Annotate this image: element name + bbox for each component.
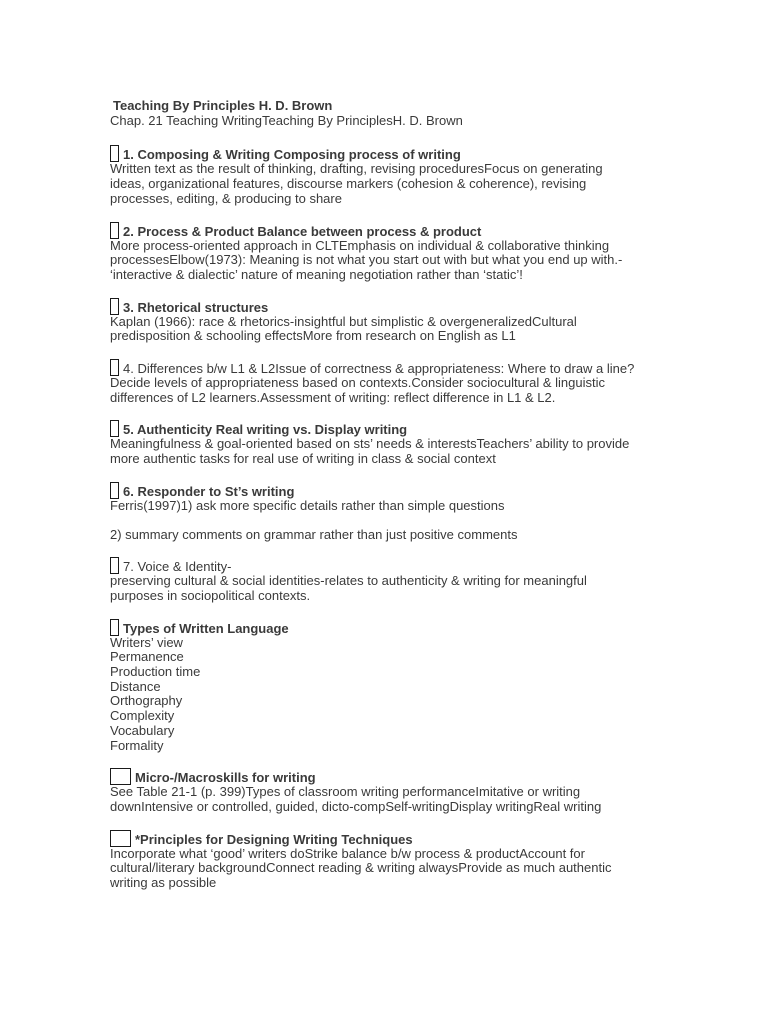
document-subtitle: Chap. 21 Teaching WritingTeaching By PrinciplesH. D. Brown (110, 112, 463, 128)
section-heading (110, 297, 670, 315)
body-line: downIntensive or controlled, guided, dicto-compSelf-writingDisplay writingReal writing (110, 798, 602, 814)
section-body (110, 499, 670, 514)
body-line: predisposition & schooling effectsMore from research on English as L1 (110, 328, 516, 344)
body-line: Incorporate what ‘good’ writers doStrike balance b/w process & productAccount for (110, 845, 585, 861)
body-line: processes, editing, & producing to share (110, 190, 342, 206)
section-heading-text: 7. Voice & Identity- (123, 559, 232, 575)
body-line: Decide levels of appropriateness based on contexts.Consider sociocultural & linguistic (110, 375, 605, 391)
checkbox-icon (110, 298, 119, 315)
body-line: Kaplan (1966): race & rhetorics-insightful but simplistic & overgeneralizedCultural (110, 313, 577, 329)
checkbox-icon (110, 420, 119, 437)
body-line: Formality (110, 737, 164, 753)
extra-paragraph: 2) summary comments on grammar rather than just positive comments (110, 526, 518, 542)
checkbox-icon (110, 830, 131, 847)
section-heading-text: Types of Written Language (123, 620, 289, 636)
section-heading-text: *Principles for Designing Writing Techniques (135, 831, 413, 847)
body-line: more authentic tasks for real use of writing in class & social context (110, 451, 496, 467)
document-title: Teaching By Principles H. D. Brown (113, 98, 333, 113)
body-line: Complexity (110, 708, 175, 724)
body-line: preserving cultural & social identities-relates to authenticity & writing for meaningful (110, 573, 587, 589)
section-heading-text: 3. Rhetorical structures (123, 299, 269, 315)
section (110, 556, 670, 603)
checkbox-icon (110, 768, 131, 785)
body-line: Vocabulary (110, 722, 175, 738)
checkbox-icon (110, 482, 119, 499)
body-line: ideas, organizational features, discourse markers (cohesion & coherence), revising (110, 176, 587, 192)
section-heading (110, 358, 670, 376)
section-body (110, 847, 670, 891)
section-heading (110, 767, 670, 785)
section-heading-text: Micro-/Macroskills for writing (135, 770, 316, 786)
section (110, 358, 670, 405)
body-line: Orthography (110, 693, 183, 709)
section (110, 618, 670, 754)
section (110, 419, 670, 466)
section (110, 221, 670, 283)
section-heading-text: 5. Authenticity Real writing vs. Display writing (123, 422, 408, 438)
section-heading-text: 6. Responder to St’s writing (123, 483, 295, 499)
section-heading-text: 1. Composing & Writing Composing process of writing (123, 147, 461, 163)
body-line: Written text as the result of thinking, drafting, revising proceduresFocus on generating (110, 161, 603, 177)
section (110, 144, 670, 206)
checkbox-icon (110, 557, 119, 574)
body-line: cultural/literary backgroundConnect reading & writing alwaysProvide as much authentic (110, 860, 612, 876)
section (110, 767, 670, 814)
section-heading (110, 618, 670, 636)
section-body (110, 376, 670, 405)
checkbox-icon (110, 222, 119, 239)
section-heading (110, 481, 670, 499)
section-heading-text: 2. Process & Product Balance between process & product (123, 223, 482, 239)
body-line: More process-oriented approach in CLTEmphasis on individual & collaborative thinking (110, 237, 610, 253)
body-line: differences of L2 learners.Assessment of writing: reflect difference in L1 & L2. (110, 389, 556, 405)
section-heading (110, 221, 670, 239)
section-body (110, 785, 670, 814)
body-line: ‘interactive & dialectic’ nature of meaning negotiation rather than ‘static’! (110, 266, 523, 282)
section-heading (110, 829, 670, 847)
checkbox-icon (110, 619, 119, 636)
body-line: Ferris(1997)1) ask more specific details rather than simple questions (110, 497, 505, 513)
section (110, 297, 670, 344)
section-body (110, 574, 670, 603)
body-line: processesElbow(1973): Meaning is not what you start out with but what you end up with.- (110, 252, 623, 268)
document-page (110, 99, 670, 891)
section-body (110, 315, 670, 344)
body-line: Production time (110, 664, 201, 680)
body-line: Permanence (110, 649, 184, 665)
body-line: Writers’ view (110, 634, 183, 650)
checkbox-icon (110, 359, 119, 376)
section-body (110, 437, 670, 466)
section-heading (110, 556, 670, 574)
section (110, 829, 670, 891)
body-line: Meaningfulness & goal-oriented based on sts’ needs & interestsTeachers’ ability to provide (110, 436, 630, 452)
section-body (110, 162, 670, 206)
sections-container (110, 144, 670, 890)
checkbox-icon (110, 145, 119, 162)
section-body (110, 239, 670, 283)
section (110, 481, 670, 542)
section-heading (110, 144, 670, 162)
body-line: Distance (110, 678, 161, 694)
section-heading (110, 419, 670, 437)
body-line: purposes in sociopolitical contexts. (110, 587, 311, 603)
section-body (110, 636, 670, 754)
section-heading-text: 4. Differences b/w L1 & L2Issue of correctness & appropriateness: Where to draw a line? (123, 361, 635, 377)
body-line: writing as possible (110, 875, 217, 891)
body-line: See Table 21-1 (p. 399)Types of classroom writing performanceImitative or writing (110, 784, 581, 800)
